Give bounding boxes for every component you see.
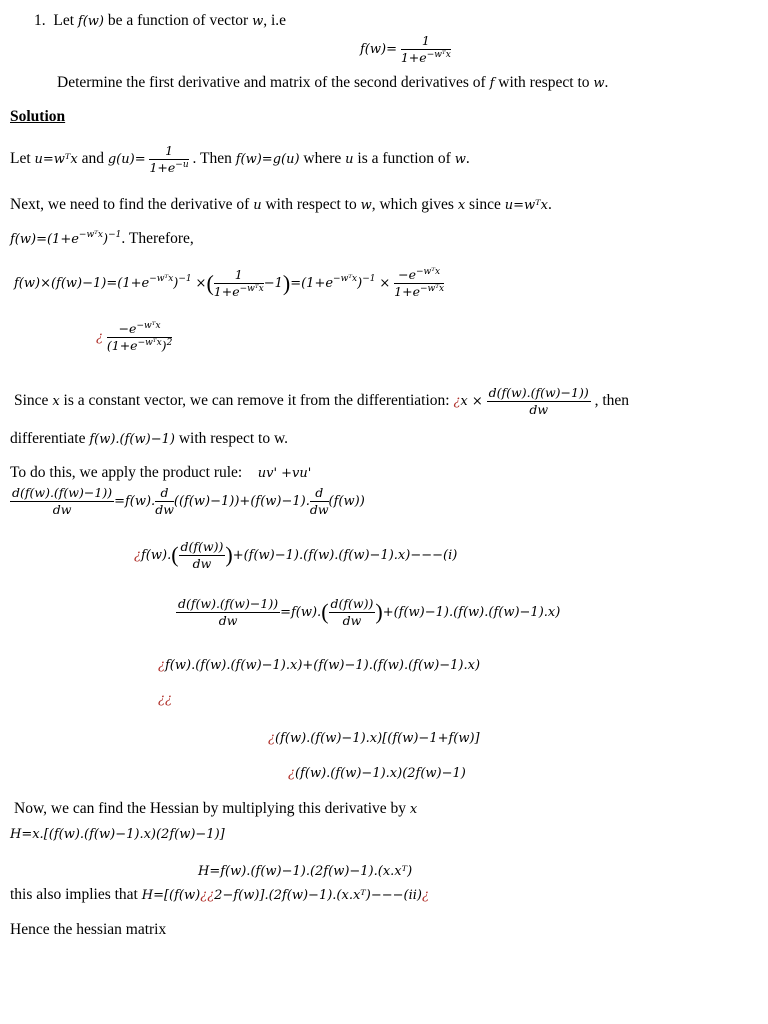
equation-7 xyxy=(268,729,480,746)
text: this also implies that xyxy=(10,886,138,903)
math: +(f(w)−1).(f(w).(f(w)−1).x) xyxy=(382,604,561,620)
denominator: dw xyxy=(192,555,212,571)
inverse-line xyxy=(10,230,194,247)
text: . xyxy=(465,149,470,167)
denominator xyxy=(149,160,188,175)
math: H=f(w).(f(w)−1).(2f(w)−1).(x.xᵀ) xyxy=(198,864,413,879)
solution-heading xyxy=(10,108,65,125)
math: f(w)=(1+e xyxy=(10,232,79,247)
fraction xyxy=(149,144,188,175)
text: Hence the hessian matrix xyxy=(10,921,167,938)
heading-text: Solution xyxy=(10,108,66,125)
exponent: −wᵀx xyxy=(137,337,162,348)
equation-8 xyxy=(288,764,466,781)
math-mark: ¿ xyxy=(134,547,141,563)
text: is a function of xyxy=(357,149,451,167)
exponent: −wᵀx xyxy=(416,267,441,277)
numerator: d(f(w).(f(w)−1)) xyxy=(178,596,279,611)
numerator: 1 xyxy=(149,144,188,160)
fraction xyxy=(310,486,329,517)
base: −e xyxy=(118,321,137,337)
math: ((f(w)−1))+(f(w)−1). xyxy=(173,493,310,509)
fraction xyxy=(329,597,376,628)
math: × xyxy=(379,275,391,291)
math: f(w). xyxy=(140,547,172,563)
text: . xyxy=(604,74,609,91)
paren-close: ) xyxy=(225,542,233,568)
paren-close: ) xyxy=(375,599,383,625)
math-mark: ¿¿ xyxy=(158,692,172,707)
denominator: dw xyxy=(218,612,238,628)
math: x xyxy=(52,393,60,409)
definition-equation xyxy=(360,34,451,65)
math: f(w).(f(w).(f(w)−1).x)+(f(w)−1).(f(w).(f(w)−1).x) xyxy=(164,658,481,673)
math: =f(w). xyxy=(114,493,156,509)
math: ) xyxy=(173,275,179,291)
text: is a constant vector, we can remove it from the differentiation: xyxy=(63,391,450,409)
text: since xyxy=(469,196,501,213)
base: (1+e xyxy=(106,338,138,354)
problem-number: 1. xyxy=(34,12,46,29)
math: g(u)= xyxy=(107,151,146,167)
hessian-intro xyxy=(14,800,417,817)
since-line xyxy=(14,386,629,417)
exponent: −wᵀx xyxy=(149,273,174,284)
text: Let xyxy=(53,12,75,29)
exponent: −wᵀx xyxy=(136,321,161,331)
text: , i.e xyxy=(263,12,287,29)
numerator: d xyxy=(155,486,174,502)
equation-4 xyxy=(176,597,560,628)
exponent: −wᵀx xyxy=(239,283,264,294)
math-mark: ¿ xyxy=(158,658,165,673)
math: 2−f(w)].(2f(w)−1).(x.xᵀ)−−−(ii) xyxy=(214,888,422,903)
denominator xyxy=(401,50,451,65)
equation-1 xyxy=(14,268,444,299)
denominator xyxy=(214,284,264,299)
math: u=wᵀx xyxy=(504,198,548,213)
math: H=[(f(w) xyxy=(141,888,201,903)
base: 1+e xyxy=(394,284,420,300)
math: H=x.[(f(w).(f(w)−1).x)(2f(w)−1)] xyxy=(10,827,225,842)
equation-5 xyxy=(158,656,480,673)
exponent: −wᵀx xyxy=(419,283,445,294)
numerator: d(f(w).(f(w)−1)) xyxy=(12,485,113,500)
exponent: −1 xyxy=(178,273,192,284)
math: f(w) xyxy=(77,14,104,29)
numerator xyxy=(107,322,172,338)
math: +(f(w)−1).(f(w).(f(w)−1).x)−−−(i) xyxy=(232,547,458,563)
math-mark: ¿ xyxy=(453,393,461,409)
math: −1 xyxy=(263,275,283,291)
numerator: 1 xyxy=(401,34,451,50)
denominator: dw xyxy=(342,612,362,628)
denominator: dw xyxy=(155,501,174,517)
text: . xyxy=(547,196,552,213)
math: x × xyxy=(460,393,483,409)
math: w xyxy=(454,151,466,167)
paren-open: ( xyxy=(171,542,179,568)
exponent: −u xyxy=(175,159,189,170)
text: differentiate xyxy=(10,430,86,447)
text: Next, we need to find the derivative of xyxy=(10,196,250,213)
exponent: 2 xyxy=(166,337,173,348)
denominator: dw xyxy=(52,501,72,517)
task-line xyxy=(57,74,608,91)
numerator: d xyxy=(310,486,329,502)
math: =(1+e xyxy=(290,275,334,291)
numerator: d(f(w)) xyxy=(330,596,374,611)
paren-open: ( xyxy=(321,599,329,625)
math: uv' +vu' xyxy=(257,466,312,481)
numerator: d(f(w)) xyxy=(180,539,224,554)
text: with respect to xyxy=(265,196,357,213)
equation-2 xyxy=(96,322,172,353)
exponent: −wᵀx xyxy=(426,49,451,60)
text: with respect to w. xyxy=(178,430,289,447)
hessian-equation-1 xyxy=(10,825,225,842)
fraction xyxy=(10,486,114,517)
text: Determine the first derivative and matrix of the second derivatives of xyxy=(57,74,486,91)
math: x xyxy=(457,198,466,213)
fraction xyxy=(179,540,226,571)
denominator xyxy=(107,338,172,353)
exponent: −1 xyxy=(362,273,376,284)
math: w xyxy=(593,76,605,91)
fraction xyxy=(155,486,174,517)
text: , then xyxy=(594,391,630,409)
math: ) xyxy=(103,232,109,247)
math: f(w)= xyxy=(360,41,397,57)
math: (f(w).(f(w)−1).x)(2f(w)−1) xyxy=(294,766,466,781)
numerator: 1 xyxy=(214,268,264,284)
numerator: d(f(w).(f(w)−1)) xyxy=(488,385,589,400)
product-rule-line xyxy=(10,464,311,481)
text: Since xyxy=(14,391,49,409)
next-line xyxy=(10,196,552,213)
math: u xyxy=(253,198,262,213)
exponent: −wᵀx xyxy=(78,229,104,240)
math: f(w).(f(w)−1) xyxy=(89,432,175,447)
fraction xyxy=(394,268,444,299)
text: where xyxy=(303,149,342,167)
math: f(w)=g(u) xyxy=(235,151,300,167)
equation-i xyxy=(134,540,457,571)
math-mark: ¿¿ xyxy=(200,888,215,903)
text: with respect to xyxy=(498,74,590,91)
base: −e xyxy=(398,267,416,283)
let-line xyxy=(10,144,470,175)
math: ) xyxy=(357,275,363,291)
math-mark: ¿ xyxy=(96,329,103,345)
base: ) xyxy=(161,338,167,354)
fraction xyxy=(214,268,264,299)
math: × xyxy=(195,275,207,291)
denominator: dw xyxy=(529,401,549,417)
math: f(w)×(f(w)−1)=(1+e xyxy=(14,275,150,291)
text: Let xyxy=(10,149,31,167)
problem-line xyxy=(34,12,286,29)
numerator xyxy=(394,268,444,284)
fraction xyxy=(487,386,591,417)
math-mark: ¿ xyxy=(288,766,295,781)
product-rule-equation xyxy=(10,486,365,517)
math: u xyxy=(345,151,354,167)
implies-line xyxy=(10,886,429,903)
fraction xyxy=(401,34,451,65)
paren-close: ) xyxy=(282,270,291,296)
differentiate-line xyxy=(10,430,288,447)
math-mark: ¿ xyxy=(268,731,275,746)
math: u=wᵀx xyxy=(34,151,78,167)
base: 1+e xyxy=(400,49,427,65)
text: . Therefore, xyxy=(121,230,194,247)
denominator: dw xyxy=(309,501,329,517)
math: f xyxy=(489,76,495,91)
text: To do this, we apply the product rule: xyxy=(10,464,243,481)
math-mark: ¿ xyxy=(421,888,429,903)
text: be a function of vector xyxy=(107,12,249,29)
paren-open: ( xyxy=(206,270,214,296)
math: w xyxy=(360,198,372,213)
text: and xyxy=(81,149,104,167)
denominator xyxy=(394,284,444,299)
fraction xyxy=(176,597,280,628)
exponent: −wᵀx xyxy=(333,273,358,284)
base: 1+e xyxy=(213,283,240,299)
text: . Then xyxy=(192,149,232,167)
math: x xyxy=(409,802,418,817)
math: =f(w). xyxy=(280,604,322,620)
hessian-equation-2 xyxy=(198,862,412,879)
equation-6 xyxy=(158,690,172,707)
exponent: −1 xyxy=(108,229,122,240)
math: (f(w).(f(w)−1).x)[(f(w)−1+f(w)] xyxy=(274,731,480,746)
text: , which gives xyxy=(371,196,454,213)
math: (f(w)) xyxy=(328,493,365,509)
text: Now, we can find the Hessian by multiplying this derivative by xyxy=(14,800,407,817)
hence-line xyxy=(10,921,166,938)
base: 1+e xyxy=(149,159,176,175)
math: w xyxy=(252,14,264,29)
fraction xyxy=(107,322,172,353)
